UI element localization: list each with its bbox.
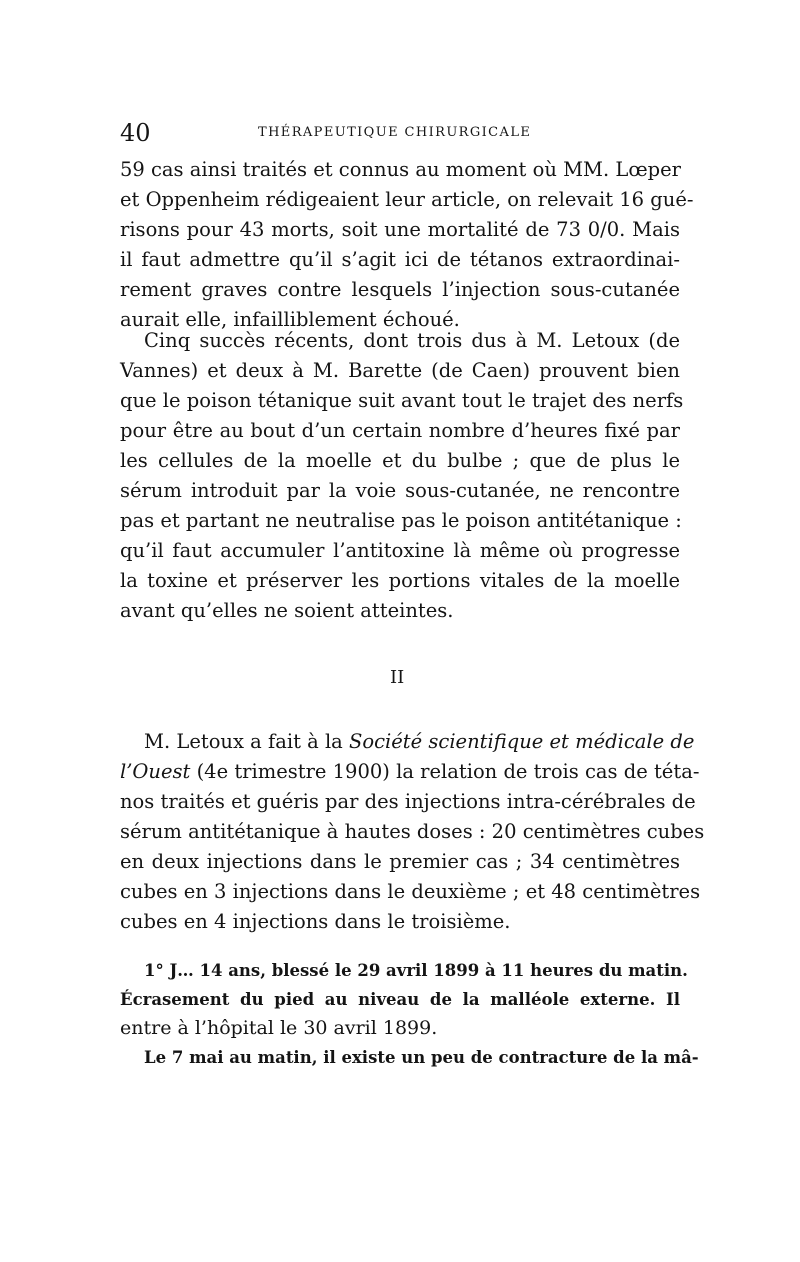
text-line: Cinq succès récents, dont trois dus à M. Letoux (de (144, 329, 680, 352)
text-segment: M. Letoux a fait à la (144, 730, 350, 753)
text-line: risons pour 43 morts, soit une mortalité de 73 0/0. Mais (120, 218, 680, 241)
text-line: cubes en 4 injections dans le troisième. (120, 910, 511, 933)
text-line: il faut admettre qu’il s’agit ici de tétanos extraordinai- (120, 248, 680, 271)
text-line: Écrasement du pied au niveau de la malléole externe. Il (120, 990, 680, 1009)
text-line: pas et partant ne neutralise pas le poison antitétanique : (120, 509, 682, 532)
section-number: II (390, 667, 405, 688)
text-line: qu’il faut accumuler l’antitoxine là même où progresse (120, 539, 680, 562)
text-line: aurait elle, infailliblement échoué. (120, 308, 460, 331)
text-line (120, 727, 695, 757)
running-head: THÉRAPEUTIQUE CHIRURGICALE (258, 125, 532, 140)
text-line: en deux injections dans le premier cas ; 34 centimètres (120, 850, 680, 873)
text-line: entre à l’hôpital le 30 avril 1899. (120, 1017, 438, 1039)
text-line: la toxine et préserver les portions vitales de la moelle (120, 569, 680, 592)
journal-title-end: l’Ouest (120, 760, 191, 783)
text-segment: (4e trimestre 1900) la relation de trois cas de téta- (190, 760, 700, 783)
text-line: avant qu’elles ne soient atteintes. (120, 599, 454, 622)
text-line: 59 cas ainsi traités et connus au moment où MM. Lœper (120, 158, 681, 181)
text-line: et Oppenheim rédigeaient leur article, on relevait 16 gué- (120, 188, 694, 211)
text-line: Vannes) et deux à M. Barette (de Caen) prouvent bien (120, 359, 680, 382)
text-line: que le poison tétanique suit avant tout le trajet des nerfs (120, 389, 684, 412)
text-line: cubes en 3 injections dans le deuxième ; et 48 centimètres (120, 880, 701, 903)
paragraph-3 (120, 727, 705, 937)
paragraph-1 (120, 155, 694, 335)
text-line: rement graves contre lesquels l’injection sous-cutanée (120, 278, 680, 301)
text-line: nos traités et guéris par des injections intra-cérébrales de (120, 790, 696, 813)
text-line: sérum introduit par la voie sous-cutanée, ne rencontre (120, 479, 680, 502)
text-line: sérum antitétanique à hautes doses : 20 centimètres cubes (120, 820, 705, 843)
text-line: les cellules de la moelle et du bulbe ; que de plus le (120, 449, 680, 472)
text-line: 1° J… 14 ans, blessé le 29 avril 1899 à 11 heures du matin. (144, 961, 688, 980)
journal-title: Société scientifique et médicale de (349, 730, 695, 753)
text-line: pour être au bout d’un certain nombre d’heures fixé par (120, 419, 680, 442)
text-line (120, 757, 700, 787)
case-1 (120, 956, 699, 1072)
page-number: 40 (120, 119, 151, 147)
paragraph-2 (120, 326, 684, 626)
text-line: Le 7 mai au matin, il existe un peu de contracture de la mâ- (144, 1048, 699, 1067)
